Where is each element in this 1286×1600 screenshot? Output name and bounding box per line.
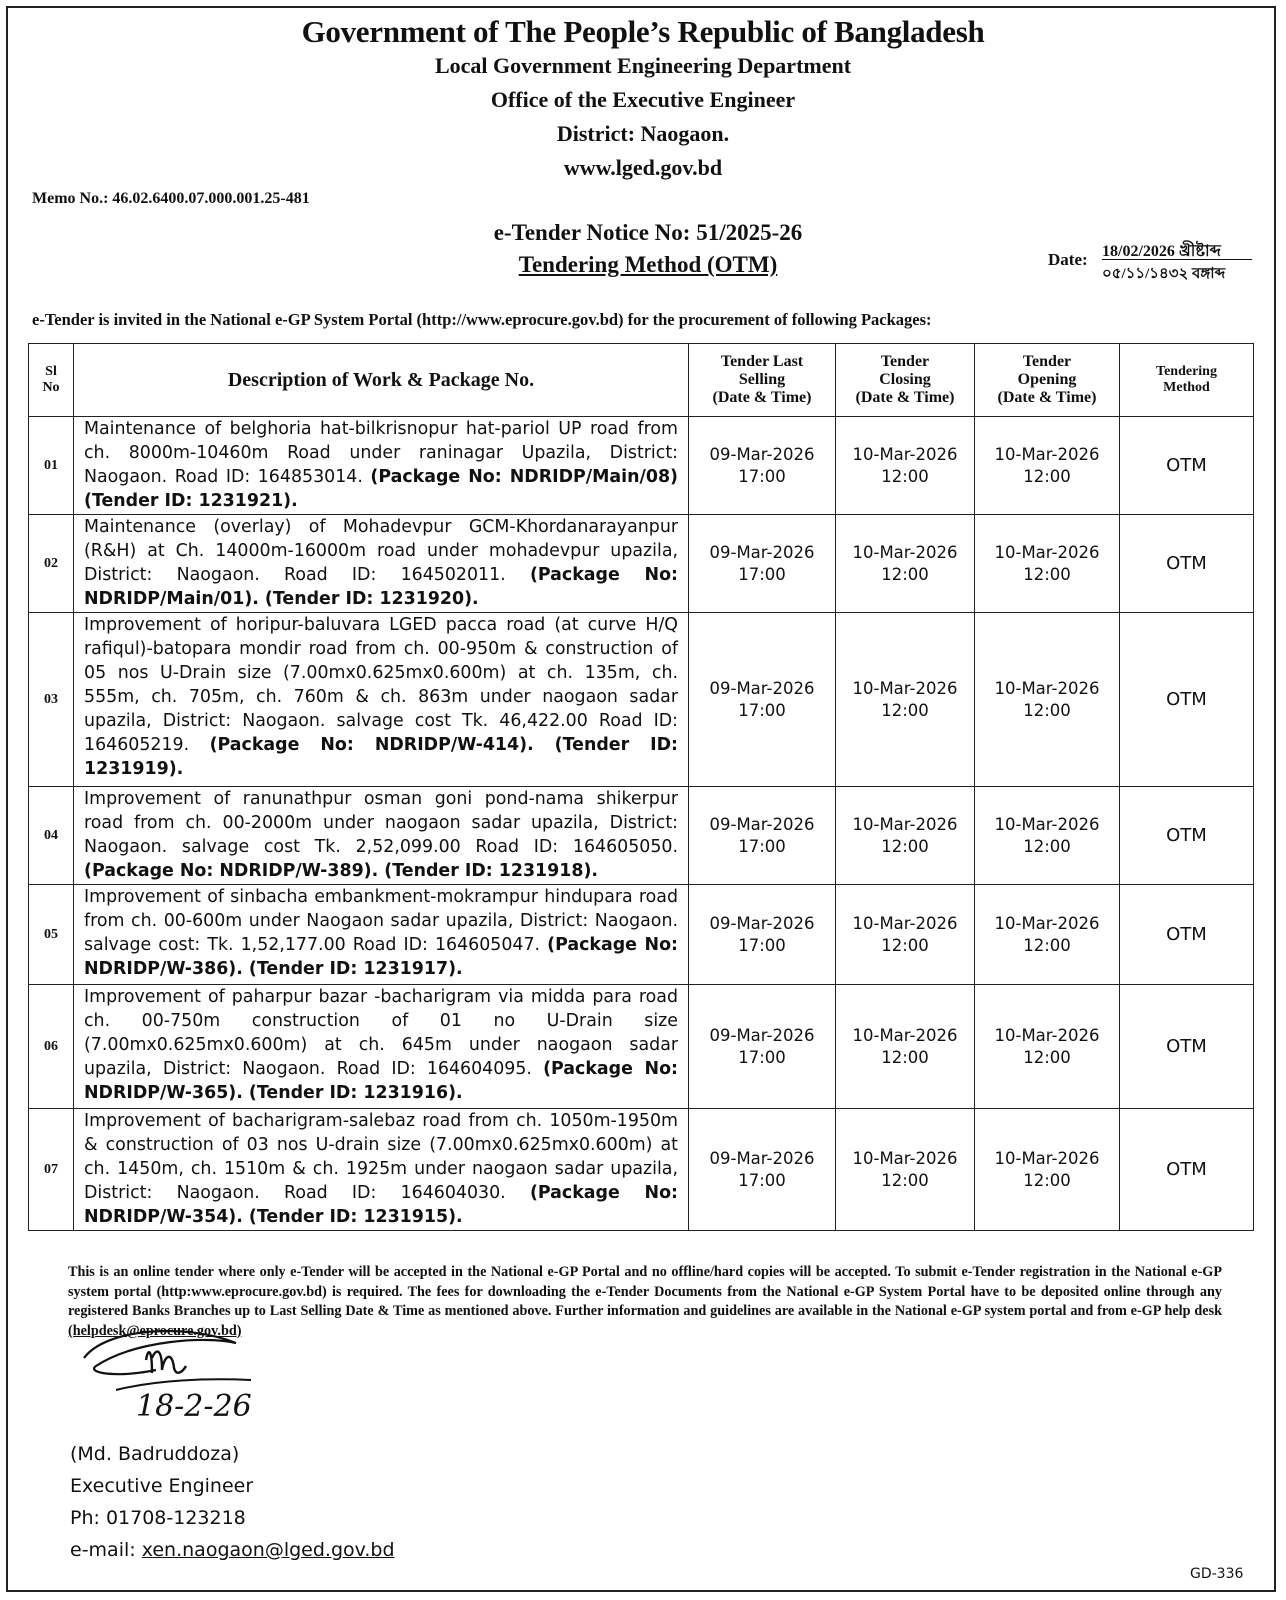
row-selling: 09-Mar-2026 17:00 bbox=[689, 515, 836, 613]
row-method: OTM bbox=[1120, 515, 1254, 613]
row-method: OTM bbox=[1120, 787, 1254, 885]
email-label: e-mail: bbox=[70, 1539, 142, 1561]
row-sl: 06 bbox=[29, 985, 74, 1109]
row-description: Maintenance (overlay) of Mohadevpur GCM-Khordanarayanpur (R&H) at Ch. 14000m-16000m road under mohadevpur upazila, District: Naogaon. Road ID: 164502011. (Package No: NDRIDP/Main/01). (Tender ID: 1231920). bbox=[74, 515, 689, 613]
invitation-text: e-Tender is invited in the National e-GP System Portal (http://www.eprocure.gov.bd) for the procurement of following Packages: bbox=[32, 310, 932, 329]
row-opening: 10-Mar-2026 12:00 bbox=[975, 787, 1120, 885]
tendering-method-title bbox=[0, 252, 1286, 278]
header-last-selling: Tender Last Selling (Date & Time) bbox=[689, 344, 836, 417]
row-method: OTM bbox=[1120, 885, 1254, 985]
government-title: Government of The People’s Republic of Bangladesh bbox=[301, 14, 985, 49]
row-closing: 10-Mar-2026 12:00 bbox=[836, 787, 975, 885]
table-row bbox=[29, 613, 1254, 787]
row-method: OTM bbox=[1120, 985, 1254, 1109]
table-row bbox=[29, 787, 1254, 885]
row-opening: 10-Mar-2026 12:00 bbox=[975, 1109, 1120, 1231]
table-row bbox=[29, 885, 1254, 985]
row-selling: 09-Mar-2026 17:00 bbox=[689, 885, 836, 985]
district-name: District: Naogaon. bbox=[556, 121, 730, 146]
row-closing: 10-Mar-2026 12:00 bbox=[836, 417, 975, 515]
row-selling: 09-Mar-2026 17:00 bbox=[689, 417, 836, 515]
officer-email-link[interactable]: xen.naogaon@lged.gov.bd bbox=[141, 1539, 395, 1561]
row-opening: 10-Mar-2026 12:00 bbox=[975, 417, 1120, 515]
tender-table bbox=[28, 343, 1254, 1231]
memo-number: Memo No.: 46.02.6400.07.000.001.25-481 bbox=[32, 190, 310, 207]
row-closing: 10-Mar-2026 12:00 bbox=[836, 885, 975, 985]
officer-email bbox=[70, 1539, 395, 1561]
tendering-method-text: Tendering Method (OTM) bbox=[518, 252, 778, 277]
row-opening: 10-Mar-2026 12:00 bbox=[975, 613, 1120, 787]
row-description: Improvement of ranunathpur osman goni pond-nama shikerpur road from ch. 00-2000m under naogaon sadar upazila, District: Naogaon. salvage cost Tk. 2,52,099.00 Road ID: 164605050. (Package No: NDRIDP/W-389). (Tender ID: 1231918). bbox=[74, 787, 689, 885]
row-sl: 01 bbox=[29, 417, 74, 515]
table-header-row bbox=[29, 344, 1254, 417]
notice-number: e-Tender Notice No: 51/2025-26 bbox=[493, 220, 803, 245]
form-code: GD-336 bbox=[1190, 1566, 1244, 1582]
table-row bbox=[29, 515, 1254, 613]
row-description: Improvement of bacharigram-salebaz road from ch. 1050m-1950m & construction of 03 nos U-drain size (7.00mx0.625mx0.600m) at ch. 1450m, ch. 1510m & ch. 1925m under naogaon sadar upazila, District: Naogaon. Road ID: 164604030. (Package No: NDRIDP/W-354). (Tender ID: 1231915). bbox=[74, 1109, 689, 1231]
row-closing: 10-Mar-2026 12:00 bbox=[836, 613, 975, 787]
row-method: OTM bbox=[1120, 417, 1254, 515]
header-description: Description of Work & Package No. bbox=[74, 344, 689, 417]
row-sl: 04 bbox=[29, 787, 74, 885]
row-description: Improvement of paharpur bazar -bacharigram via midda para road ch. 00-750m construction of 01 no U-Drain size (7.00mx0.625mx0.600m) at ch. 645m under naogaon sadar upazila, District: Naogaon. Road ID: 164604095. (Package No: NDRIDP/W-365). (Tender ID: 1231916). bbox=[74, 985, 689, 1109]
row-selling: 09-Mar-2026 17:00 bbox=[689, 787, 836, 885]
row-description: Maintenance of belghoria hat-bilkrisnopur hat-pariol UP road from ch. 8000m-10460m Road under raninagar Upazila, District: Naogaon. Road ID: 164853014. (Package No: NDRIDP/Main/08) (Tender ID: 1231921). bbox=[74, 417, 689, 515]
table-row bbox=[29, 1109, 1254, 1231]
row-closing: 10-Mar-2026 12:00 bbox=[836, 515, 975, 613]
officer-phone: Ph: 01708-123218 bbox=[70, 1507, 246, 1529]
row-opening: 10-Mar-2026 12:00 bbox=[975, 985, 1120, 1109]
department-name: Local Government Engineering Department bbox=[434, 53, 852, 78]
row-sl: 07 bbox=[29, 1109, 74, 1231]
officer-name: (Md. Badruddoza) bbox=[70, 1443, 240, 1465]
footnote-text: This is an online tender where only e-Tender will be accepted in the National e-GP Portal and no offline/hard copies will be accepted. To submit e-Tender registration in the National e-GP system portal (http:www.eprocure.gov.bd) is required. The fees for downloading the e-Tender Documents from the National e-GP System Portal have to be deposited online through any registered Banks Branches up to Last Selling Date & Time as mentioned above. Further information and guidelines are available in the National e-GP system portal and from e-GP help desk bbox=[68, 1264, 1222, 1319]
row-method: OTM bbox=[1120, 1109, 1254, 1231]
table-row bbox=[29, 417, 1254, 515]
date-bangla: ০৫/১১/১৪৩২ বঙ্গাব্দ bbox=[1102, 266, 1226, 282]
row-opening: 10-Mar-2026 12:00 bbox=[975, 885, 1120, 985]
header-method: Tendering Method bbox=[1120, 344, 1254, 417]
row-sl: 03 bbox=[29, 613, 74, 787]
signature-image bbox=[76, 1318, 276, 1428]
header-opening: Tender Opening (Date & Time) bbox=[975, 344, 1120, 417]
row-description: Improvement of sinbacha embankment-mokrampur hindupara road from ch. 00-600m under Naogaon sadar upazila, District: Naogaon. salvage cost: Tk. 1,52,177.00 Road ID: 164605047. (Package No: NDRIDP/W-386). (Tender ID: 1231917). bbox=[74, 885, 689, 985]
signature-date: 18-2-26 bbox=[136, 1389, 252, 1424]
office-name: Office of the Executive Engineer bbox=[490, 87, 796, 112]
row-description: Improvement of horipur-baluvara LGED pacca road (at curve H/Q rafiqul)-batopara mondir road from ch. 00-950m & construction of 05 nos U-Drain size (7.00mx0.625mx0.600m) at ch. 135m, ch. 555m, ch. 705m, ch. 760m & ch. 863m under naogaon sadar upazila, District: Naogaon. salvage cost Tk. 46,422.00 Road ID: 164605219. (Package No: NDRIDP/W-414). (Tender ID: 1231919). bbox=[74, 613, 689, 787]
date-gregorian: 18/02/2026 খ্রীষ্টাব্দ bbox=[1102, 243, 1221, 260]
row-selling: 09-Mar-2026 17:00 bbox=[689, 985, 836, 1109]
officer-designation: Executive Engineer bbox=[70, 1475, 254, 1497]
date-divider bbox=[1102, 259, 1252, 260]
row-selling: 09-Mar-2026 17:00 bbox=[689, 613, 836, 787]
date-label: Date: bbox=[1048, 250, 1088, 269]
table-row bbox=[29, 985, 1254, 1109]
row-sl: 02 bbox=[29, 515, 74, 613]
row-opening: 10-Mar-2026 12:00 bbox=[975, 515, 1120, 613]
row-method: OTM bbox=[1120, 613, 1254, 787]
row-sl: 05 bbox=[29, 885, 74, 985]
row-closing: 10-Mar-2026 12:00 bbox=[836, 985, 975, 1109]
row-selling: 09-Mar-2026 17:00 bbox=[689, 1109, 836, 1231]
row-closing: 10-Mar-2026 12:00 bbox=[836, 1109, 975, 1231]
helpdesk-email-link[interactable]: (helpdesk@eprocure.gov.bd) bbox=[68, 1322, 242, 1339]
header-sl: Sl No bbox=[29, 344, 74, 417]
header-closing: Tender Closing (Date & Time) bbox=[836, 344, 975, 417]
website-link[interactable]: www.lged.gov.bd bbox=[563, 155, 723, 180]
